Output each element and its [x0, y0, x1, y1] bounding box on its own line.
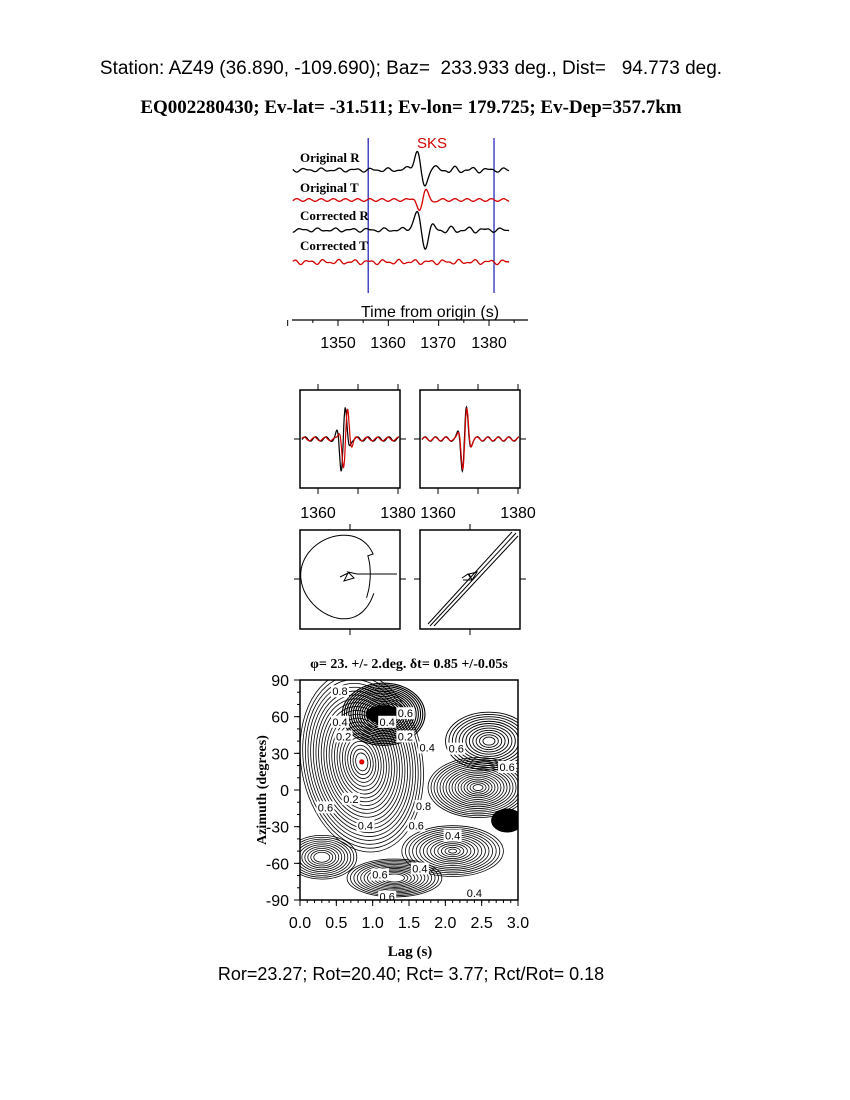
lag-tick-label: 2.0	[434, 915, 457, 932]
overlay-original-red	[302, 410, 399, 468]
contour-label: 0.8	[332, 686, 348, 699]
contour-line	[287, 835, 357, 879]
contour-line	[455, 774, 501, 802]
particle-motion-original	[294, 524, 406, 635]
contour-line	[299, 843, 345, 872]
azimuth-tick-label: -90	[265, 893, 289, 910]
contour-label: 0.4	[412, 863, 428, 876]
contour-label: 0.8	[415, 801, 432, 814]
contour-label: 0.6	[379, 891, 395, 904]
contour-line	[464, 779, 492, 796]
event-info: EQ002280430; Ev-lat= -31.511; Ev-lon= 179.725; Ev-Dep=357.7km	[140, 97, 682, 118]
overlay-panel-corrected	[414, 384, 536, 522]
contour-label: 0.6	[372, 869, 388, 882]
best-fit-marker	[359, 759, 364, 764]
error-surface	[255, 657, 532, 960]
trace-label-corrected-r: Corrected R	[300, 208, 369, 223]
lag-tick-labels	[289, 915, 529, 932]
contour-line	[314, 852, 330, 862]
trace-label-corrected-t: Corrected T	[300, 238, 368, 253]
lag-tick-label: 3.0	[506, 915, 530, 932]
contour-label: 0.4	[419, 742, 435, 755]
contour-line	[473, 785, 483, 791]
particle-path-original	[301, 535, 397, 619]
time-tick-label-1370: 1370	[420, 335, 456, 352]
contour-line	[469, 728, 508, 754]
overlay-corrected-black	[422, 407, 519, 471]
overlay-panel-original	[294, 384, 416, 522]
contour-label: 0.6	[397, 708, 414, 721]
particle-path-corrected	[428, 532, 518, 626]
contour-line	[308, 848, 336, 866]
contour-line	[461, 777, 495, 797]
particle-motion-corrected	[414, 524, 526, 635]
trace-corrected-t	[293, 259, 509, 264]
lag-tick-label: 1.5	[397, 915, 421, 932]
contour-label: 0.2	[397, 731, 414, 744]
contour-line	[459, 721, 519, 761]
contour-label: 0.6	[317, 802, 334, 815]
time-tick-label-1350: 1350	[320, 335, 356, 352]
trace-label-original-r: Original R	[300, 150, 360, 165]
azimuth-axis-label: Azimuth (degrees)	[255, 735, 270, 845]
contour-line	[473, 730, 505, 752]
lag-tick-label: 2.5	[470, 915, 493, 932]
contour-line	[449, 849, 457, 853]
contour-label: 0.6	[448, 743, 464, 756]
contour-label: 0.6	[499, 762, 515, 774]
contour-line	[434, 842, 471, 860]
station-info: Station: AZ49 (36.890, -109.690); Baz= 233.933 deg., Dist= 94.773 deg.	[99, 58, 723, 79]
overlay-original-tick-1360: 1360	[300, 505, 336, 522]
overlay-corrected-tick-1380: 1380	[500, 505, 536, 522]
contour-line	[305, 847, 339, 868]
contour-line	[296, 841, 348, 874]
lag-tick-label: 0.0	[288, 915, 312, 932]
overlay-corrected-red	[422, 409, 519, 469]
contour-label: 0.2	[343, 793, 359, 806]
time-axis-label: Time from origin (s)	[360, 304, 500, 321]
contour-label: 0.2	[335, 731, 352, 744]
azimuth-tick-label: -30	[265, 819, 289, 837]
surface-title: φ= 23. +/- 2.deg. δt= 0.85 +/-0.05s	[310, 657, 508, 672]
contour-line	[463, 724, 516, 759]
time-tick-label-1360: 1360	[370, 335, 406, 352]
phase-label: SKS	[416, 135, 448, 152]
contour-line	[483, 737, 495, 745]
azimuth-tick-label: 90	[271, 673, 289, 690]
azimuth-tick-label: -60	[265, 856, 289, 874]
contour-label: 0.4	[357, 820, 374, 833]
lag-tick-label: 1.0	[361, 915, 384, 932]
azimuth-tick-label: 60	[271, 709, 289, 727]
contour-label: 0.4	[379, 716, 395, 729]
lag-tick-label: 0.5	[325, 915, 348, 932]
contour-label: 0.4	[466, 887, 483, 900]
overlay-corrected-tick-1360: 1360	[420, 505, 456, 522]
contour-label: 0.6	[408, 820, 424, 833]
overlay-original-tick-1380: 1380	[380, 505, 416, 522]
contour-label: 0.4	[332, 716, 348, 729]
contour-line	[452, 772, 504, 803]
ratio-summary: Ror=23.27; Rot=20.40; Rct= 3.77; Rct/Rot= 0.18	[217, 964, 605, 984]
trace-label-original-t: Original T	[300, 180, 359, 195]
azimuth-tick-label: 30	[271, 746, 289, 764]
azimuth-tick-label: 0	[280, 783, 289, 800]
lag-axis-label: Lag (s)	[387, 944, 433, 960]
waveform-panel	[288, 135, 528, 352]
contour-line	[445, 847, 460, 855]
time-tick-label-1380: 1380	[471, 335, 507, 352]
contour-label: 0.4	[444, 830, 461, 843]
contour-line	[438, 844, 468, 859]
contour-lines	[286, 662, 532, 897]
